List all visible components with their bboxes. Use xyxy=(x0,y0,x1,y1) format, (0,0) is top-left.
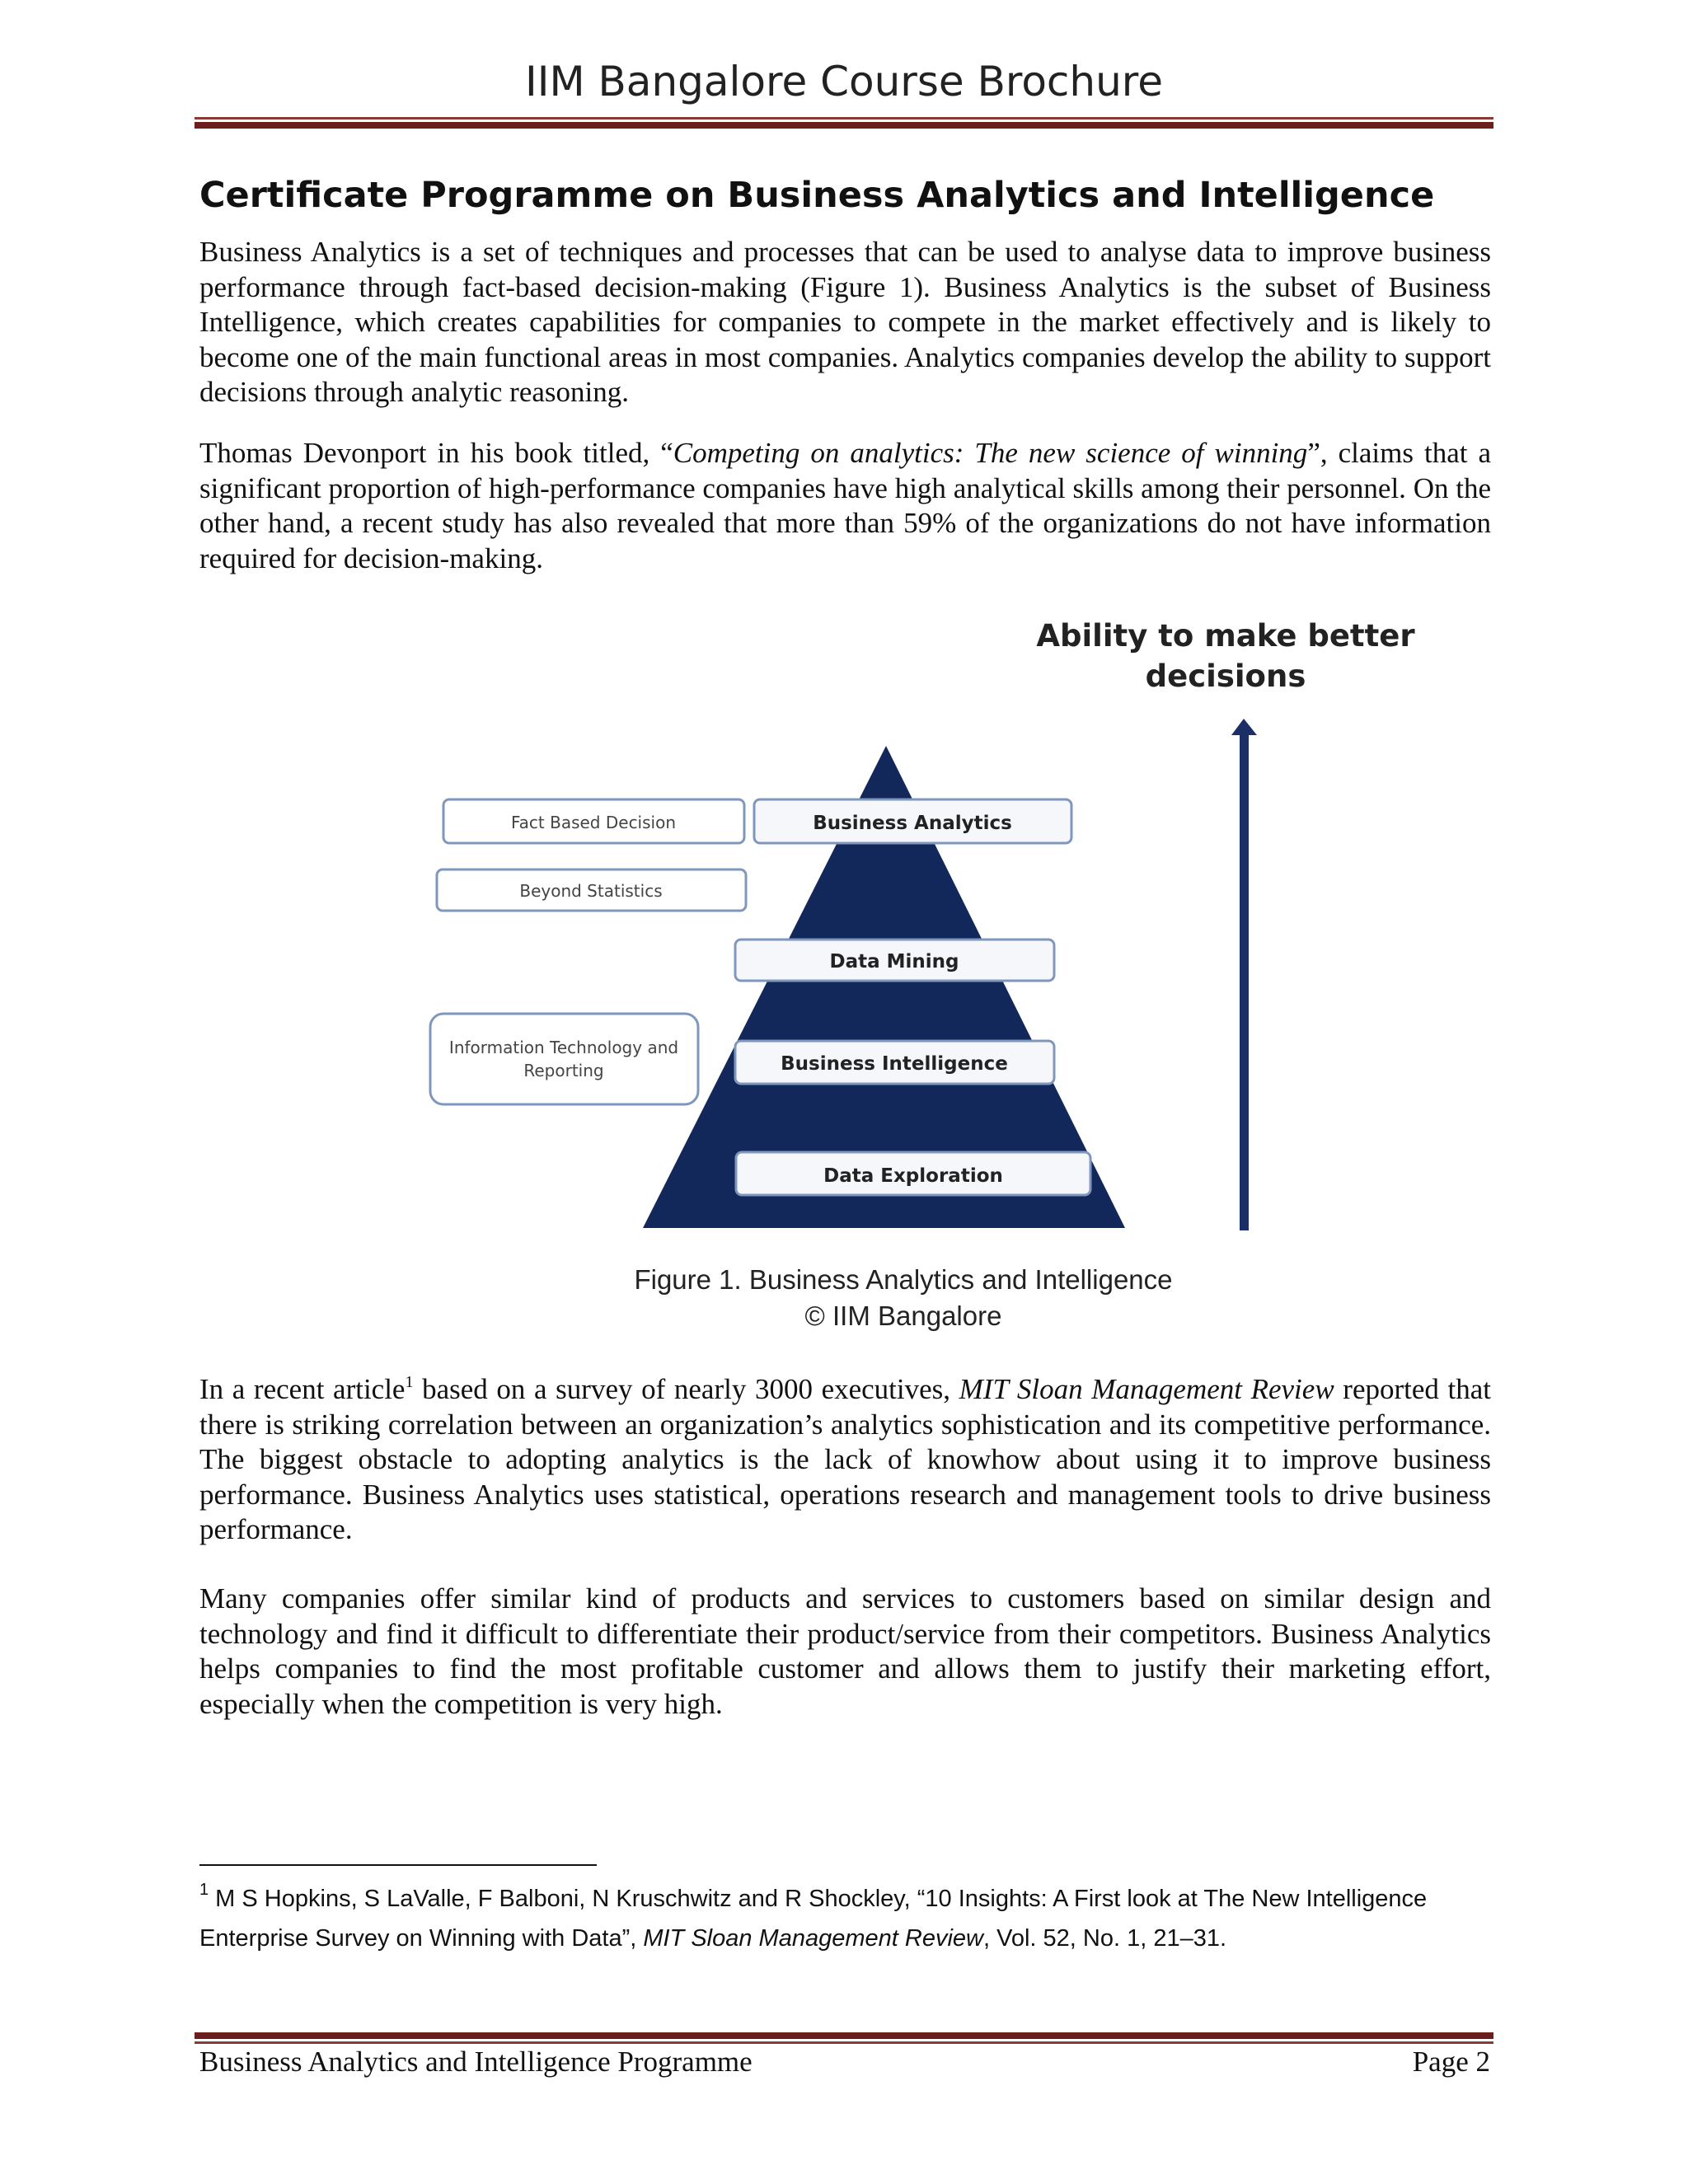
side-box-it-reporting xyxy=(430,1014,698,1104)
figure-caption-line1: Figure 1. Business Analytics and Intelligence xyxy=(634,1264,1173,1295)
footnote-reference[interactable]: 1 xyxy=(405,1373,414,1391)
footnote-number: 1 xyxy=(199,1881,209,1899)
layer-business-analytics xyxy=(754,799,1071,843)
paragraph-devonport-text-b: ”, claims that a significant proportion of high-performance companies have high analytical skills among their personnel. On the other hand, a recent study has also revealed that more than 59% of the organizations do not have information required for decision-making. xyxy=(199,437,1491,574)
footnote-journal: MIT Sloan Management Review xyxy=(643,1925,983,1952)
journal-name: MIT Sloan Management Review xyxy=(959,1373,1334,1405)
paragraph-differentiation: Many companies offer similar kind of products and services to customers based on similar design and technology and find it difficult to differentiate their product/service from their competitors. Business Analytics helps companies to find the most profitable customer and allows them to justify their marketing effort, especially when the competition is very high. xyxy=(199,1582,1491,1720)
paragraph-mit-text-b: based on a survey of nearly 3000 executives, xyxy=(413,1373,959,1405)
footnote-text-a: M S Hopkins, S LaValle, F Balboni, N Kruschwitz and R Shockley, “10 Insights: A First look at The New Intelligence Enterprise Survey on Winning with Data”, xyxy=(199,1886,1428,1952)
layer-label-data-mining: Data Mining xyxy=(829,951,959,972)
layer-label-data-exploration: Data Exploration xyxy=(823,1165,1003,1187)
page-header-title: IIM Bangalore Course Brochure xyxy=(524,58,1164,105)
paragraph-mit-sloan xyxy=(199,1372,1491,1548)
layer-data-exploration xyxy=(736,1152,1090,1195)
layer-label-business-intelligence: Business Intelligence xyxy=(781,1053,1008,1075)
footnote xyxy=(199,1879,1518,1958)
footer-rule-thick xyxy=(195,2032,1493,2039)
footnote-text-b: , Vol. 52, No. 1, 21–31. xyxy=(982,1925,1227,1952)
pyramid-figure xyxy=(412,610,1442,1253)
side-box-beyond-statistics xyxy=(437,869,746,911)
footer-rule-thin xyxy=(195,2041,1493,2044)
book-title: Competing on analytics: The new science of winning xyxy=(673,437,1308,469)
header-rule-thick xyxy=(195,122,1493,129)
side-label-it-line2: Reporting xyxy=(523,1061,604,1080)
arrow-label-line2: decisions xyxy=(1145,658,1306,694)
paragraph-mit-text-c: reported that there is striking correlation between an organization’s analytics sophistication and its competitive performance. The biggest obstacle to adopting analytics is the lack of knowhow about using it to improve business performance. Business Analytics uses statistical, operations research and management tools to drive business performance. xyxy=(199,1373,1491,1545)
paragraph-devonport-text-a: Thomas Devonport in his book titled, “ xyxy=(199,437,673,469)
figure-caption-line2: © IIM Bangalore xyxy=(804,1301,1002,1331)
arrow-label-line1: Ability to make better xyxy=(1036,618,1415,654)
footer-programme-name: Business Analytics and Intelligence Programme xyxy=(199,2046,753,2078)
layer-label-business-analytics: Business Analytics xyxy=(813,813,1012,834)
paragraph-mit-text-a: In a recent article xyxy=(199,1373,406,1405)
paragraph-intro: Business Analytics is a set of techniques and processes that can be used to analyse data to improve business performance through fact-based decision-making (Figure 1). Business Analytics is the subset of Business Intelligence, which creates capabilities for companies to compete in the market effectively and is likely to become one of the main functional areas in most companies. Analytics companies develop the ability to support decisions through analytic reasoning. xyxy=(199,236,1491,408)
arrow-head-icon xyxy=(1231,719,1257,735)
side-label-it-line1: Information Technology and xyxy=(448,1038,679,1057)
arrow-shaft xyxy=(1240,732,1249,1230)
paragraph-devonport xyxy=(199,436,1491,576)
layer-data-mining xyxy=(735,940,1054,981)
side-label-fact: Fact Based Decision xyxy=(510,813,677,832)
side-label-beyond: Beyond Statistics xyxy=(519,881,663,901)
footer-page-number: Page 2 xyxy=(1412,2046,1490,2078)
footnote-separator xyxy=(199,1864,597,1866)
side-box-fact-based-decision xyxy=(443,799,744,843)
header-rule-thin xyxy=(195,117,1493,120)
section-title: Certificate Programme on Business Analytics and Intelligence xyxy=(199,175,1435,216)
layer-business-intelligence xyxy=(735,1041,1054,1084)
